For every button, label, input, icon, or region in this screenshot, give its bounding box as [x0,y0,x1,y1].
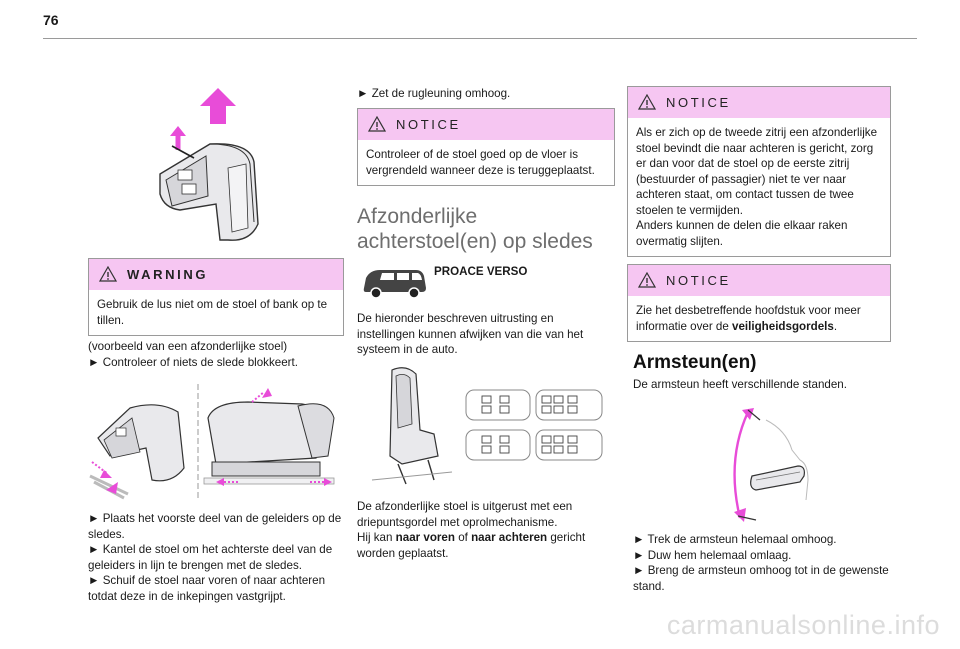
direction-backward: naar achteren [471,531,548,544]
warning-box [88,258,344,336]
model-label: PROACE VERSO [434,265,528,278]
warning-triangle-icon [368,116,386,132]
warning-triangle-icon [638,94,656,110]
direction-forward: naar voren [395,531,455,544]
notice-box-floor [357,108,615,186]
seat-caption: (voorbeeld van een afzonderlijke stoel) ► Controleer of niets de slede blokkeert. [88,340,298,369]
notice-text-end: . [833,319,838,333]
rails-steps: ► Plaats het voorste deel van de geleiders op de sledes. ► Kantel de stoel om het achterste deel van de geleiders in lijn te brengen met de sledes. ► Schuif de stoel naar voren of naar achteren totdat deze in de inkepingen vastgrijpt. [88,512,342,603]
backrest-step: ► Zet de rugleuning omhoog. [357,87,511,100]
van-icon [360,266,428,298]
notice-header [358,109,614,140]
direction-text-2: of [454,531,472,544]
notice-label: NOTICE [396,117,461,132]
notice-text [628,296,890,341]
armrest-intro: De armsteun heeft verschillende standen. [633,378,847,391]
seat-lift-illustration [150,84,270,248]
armrest-illustration [716,400,816,524]
armrest-steps: ► Trek de armsteun helemaal omhoog. ► Duw hem helemaal omlaag. ► Breng de armsteun omhoog tot in de gewenste stand. [633,533,889,593]
section-heading-sliding-seats: Afzonderlijke achterstoel(en) op sledes [357,205,593,253]
seat-layouts-illustration [362,360,608,490]
notice-box-second-row [627,86,891,257]
belt-description: De afzonderlijke stoel is uitgerust met een driepuntsgordel met oprolmechanisme. [357,500,573,529]
warning-text: Gebruik de lus niet om de stoel of bank op te tillen. [97,298,328,327]
notice-box-seatbelts [627,264,891,342]
section-heading-armrests: Armsteun(en) [633,352,757,373]
seatbelts-term: veiligheidsgordels [732,319,834,333]
seat-description [357,499,613,561]
direction-text-3: gericht worden geplaatst. [357,531,586,560]
notice-text-part: Zie het desbetreffende hoofdstuk voor meer informatie over de [636,304,861,333]
watermark: carmanualsonline.info [666,610,940,640]
direction-text-1: Hij kan [357,531,396,544]
warning-triangle-icon [99,266,117,282]
warning-label: WARNING [127,267,209,282]
notice-header [628,87,890,118]
equipment-intro: De hieronder beschreven uitrusting en instellingen kunnen afwijken van die van het systeem in de auto. [357,312,584,356]
warning-triangle-icon [638,272,656,288]
page-number: 76 [43,12,59,28]
warning-header [89,259,343,290]
notice-label: NOTICE [666,95,731,110]
notice-text: Controleer of de stoel goed op de vloer is vergrendeld wanneer deze is teruggeplaatst. [366,148,595,177]
notice-header [628,265,890,296]
notice-text: Als er zich op de tweede zitrij een afzonderlijke stoel bevindt die naar achteren is gericht, zorg er dan voor dat de stoel op de eerste zitrij (bestuurder of passagier) niet te ver naar achteren staat, om contact tussen de twee stoelen te vermijden. Anders kunnen de delen die elkaar raken overmatig slijten. [636,126,878,248]
header-rule [43,38,917,39]
notice-label: NOTICE [666,273,731,288]
seat-rails-illustration [88,378,344,502]
